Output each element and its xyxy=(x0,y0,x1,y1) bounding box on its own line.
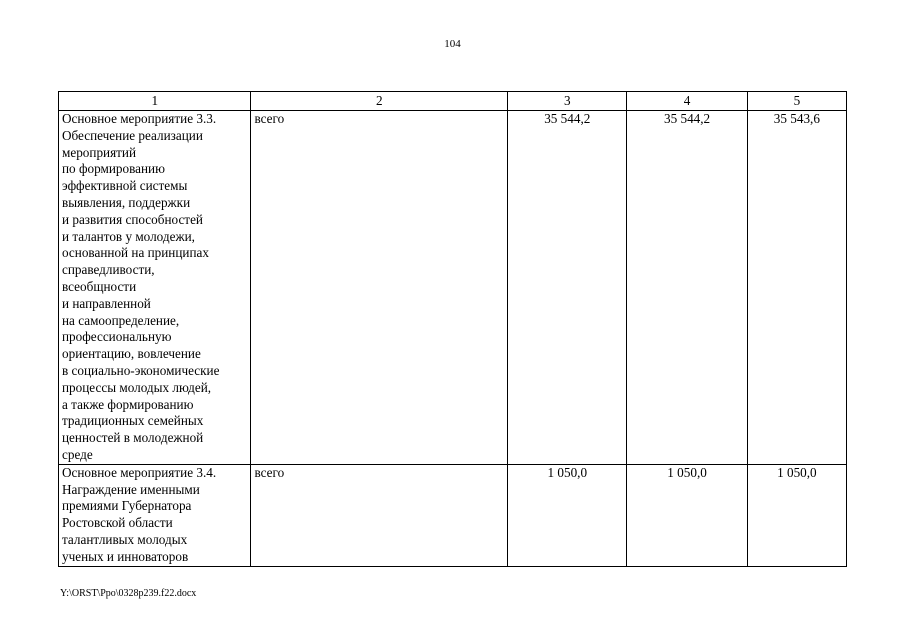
description-line: ориентацию, вовлечение xyxy=(62,346,201,362)
description-line: процессы молодых людей, xyxy=(62,379,212,395)
column-header: 2 xyxy=(251,92,508,111)
description-line: и развития способностей xyxy=(62,211,203,227)
description-line: Обеспечение реализации xyxy=(62,127,203,143)
description-line: эффективной системы xyxy=(62,178,188,194)
description-line: Ростовской области xyxy=(62,515,173,531)
description-line: премиями Губернатора xyxy=(62,498,192,514)
value-cell: 1 050,0 xyxy=(508,464,627,566)
value-cell: 1 050,0 xyxy=(627,464,747,566)
event-description xyxy=(59,111,251,465)
description-line: ценностей в молодежной xyxy=(62,430,204,446)
description-line: ученых и инноваторов xyxy=(62,548,189,564)
description-line: всеобщности xyxy=(62,278,137,294)
value-cell: 35 543,6 xyxy=(747,111,846,465)
description-line: основанной на принципах xyxy=(62,245,209,261)
description-line: Основное мероприятие 3.3. xyxy=(62,111,217,126)
description-line: на самоопределение, xyxy=(62,312,180,328)
file-path-footer: Y:\ORST\Ppo\0328p239.f22.docx xyxy=(60,588,197,599)
description-line: традиционных семейных xyxy=(62,413,204,429)
budget-table xyxy=(58,91,847,567)
page-number: 104 xyxy=(444,38,461,50)
description-line: и направленной xyxy=(62,295,151,311)
description-line: выявления, поддержки xyxy=(62,194,191,210)
description-line: Награждение именными xyxy=(62,481,200,497)
table-row xyxy=(59,464,847,566)
column-header: 1 xyxy=(59,92,251,111)
event-description xyxy=(59,464,251,566)
table-row xyxy=(59,111,847,465)
description-line: и талантов у молодежи, xyxy=(62,228,195,244)
value-cell: 1 050,0 xyxy=(747,464,846,566)
description-line: в социально-экономические xyxy=(62,362,220,378)
column-header: 4 xyxy=(627,92,747,111)
table-header-row xyxy=(59,92,847,111)
description-line: справедливости, xyxy=(62,262,155,278)
value-cell: 35 544,2 xyxy=(508,111,627,465)
funding-source: всего xyxy=(251,111,508,465)
column-header: 3 xyxy=(508,92,627,111)
value-cell: 35 544,2 xyxy=(627,111,747,465)
description-line: мероприятий xyxy=(62,144,137,160)
description-line: талантливых молодых xyxy=(62,531,188,547)
description-line: а также формированию xyxy=(62,396,194,412)
description-line: по формированию xyxy=(62,161,165,177)
column-header: 5 xyxy=(747,92,846,111)
description-line: профессиональную xyxy=(62,329,172,345)
funding-source: всего xyxy=(251,464,508,566)
description-line: среде xyxy=(62,446,93,462)
description-line: Основное мероприятие 3.4. xyxy=(62,464,217,480)
